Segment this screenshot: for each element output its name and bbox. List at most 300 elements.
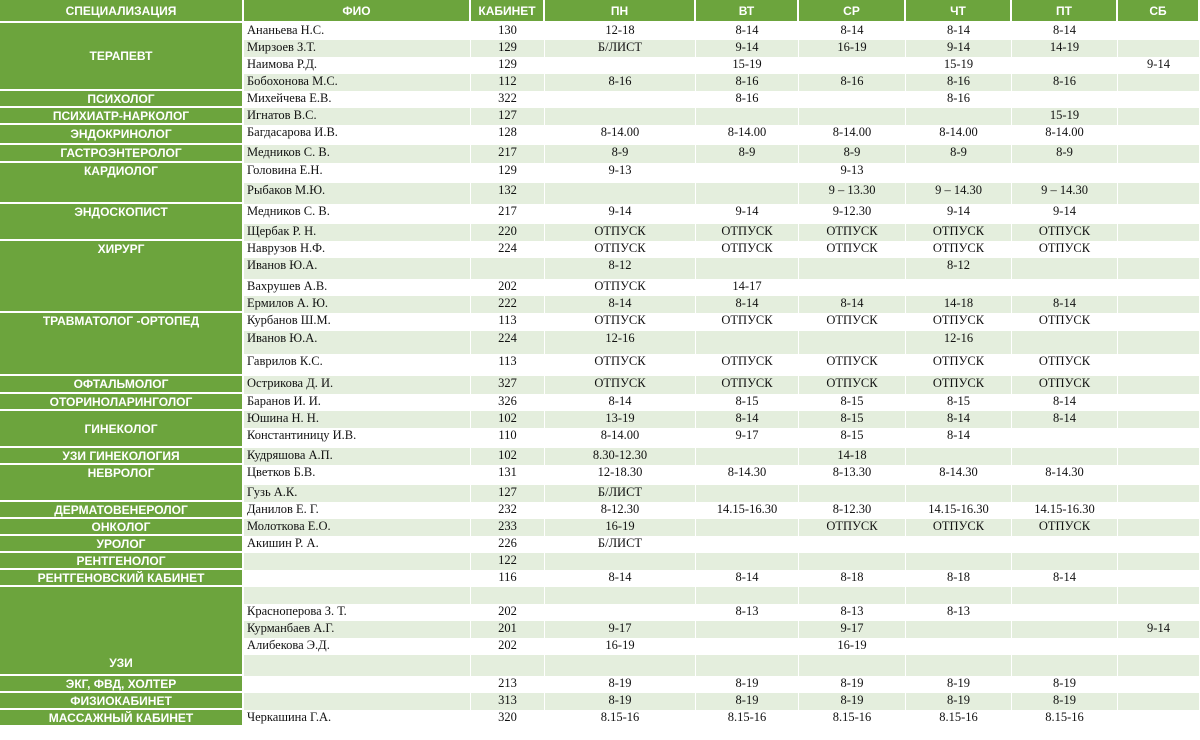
hours-wed (799, 655, 906, 676)
doctor-name: Черкашина Г.А. (244, 710, 471, 727)
doctor-name: Алибекова Э.Д. (244, 638, 471, 655)
hours-tue (696, 587, 799, 604)
hours-tue (696, 258, 799, 279)
hours-sat (1118, 224, 1200, 241)
hours-tue: 8-14.30 (696, 465, 799, 485)
hours-mon (545, 183, 696, 204)
hours-fri: 8-14 (1012, 411, 1118, 428)
hours-wed: 8-13.30 (799, 465, 906, 485)
doctor-name: Юшина Н. Н. (244, 411, 471, 428)
hours-thu (906, 108, 1012, 125)
hours-thu: ОТПУСК (906, 241, 1012, 258)
room-number: 202 (471, 279, 545, 296)
hours-fri (1012, 163, 1118, 183)
doctor-name (244, 587, 471, 604)
hours-wed: ОТПУСК (799, 241, 906, 258)
hours-mon: 12-16 (545, 331, 696, 354)
hours-fri: 8-19 (1012, 693, 1118, 710)
hours-thu: 8-9 (906, 145, 1012, 163)
hours-wed: 8-18 (799, 570, 906, 587)
hours-fri: ОТПУСК (1012, 241, 1118, 258)
doctor-name (244, 553, 471, 570)
hours-sat (1118, 108, 1200, 125)
hours-mon (545, 655, 696, 676)
doctor-name: Наимова Р.Д. (244, 57, 471, 74)
hours-sat: 9-14 (1118, 57, 1200, 74)
hours-sat (1118, 376, 1200, 394)
hours-tue (696, 519, 799, 536)
hours-sat (1118, 74, 1200, 91)
hours-sat (1118, 23, 1200, 40)
hours-thu: 8-14 (906, 23, 1012, 40)
specialty-label: УРОЛОГ (0, 536, 244, 553)
specialty-label: МАССАЖНЫЙ КАБИНЕТ (0, 710, 244, 727)
hours-fri: ОТПУСК (1012, 313, 1118, 331)
hours-mon: 9-17 (545, 621, 696, 638)
hours-wed: 8-19 (799, 693, 906, 710)
hours-wed (799, 331, 906, 354)
hours-sat (1118, 587, 1200, 604)
hours-wed: ОТПУСК (799, 376, 906, 394)
hours-wed: 9-12.30 (799, 204, 906, 224)
hours-tue (696, 638, 799, 655)
doctor-name (244, 693, 471, 710)
hours-wed (799, 91, 906, 108)
hours-sat (1118, 354, 1200, 376)
room-number: 131 (471, 465, 545, 485)
hours-thu (906, 638, 1012, 655)
hours-thu (906, 448, 1012, 465)
hours-sat (1118, 676, 1200, 693)
hours-fri: ОТПУСК (1012, 519, 1118, 536)
hours-fri (1012, 536, 1118, 553)
specialty-label: РЕНТГЕНОВСКИЙ КАБИНЕТ (0, 570, 244, 587)
hours-wed: 9-17 (799, 621, 906, 638)
hours-sat (1118, 553, 1200, 570)
doctor-name (244, 655, 471, 676)
hours-wed: 8-15 (799, 394, 906, 411)
hours-sat (1118, 163, 1200, 183)
hours-thu: 9-14 (906, 40, 1012, 57)
room-number: 232 (471, 502, 545, 519)
hours-tue: 8-19 (696, 676, 799, 693)
hours-thu: 8-18 (906, 570, 1012, 587)
hours-mon: Б/ЛИСТ (545, 485, 696, 502)
hours-thu (906, 553, 1012, 570)
specialty-label: ОТОРИНОЛАРИНГОЛОГ (0, 394, 244, 411)
room-number (471, 655, 545, 676)
room-number: 313 (471, 693, 545, 710)
hours-sat (1118, 604, 1200, 621)
hours-mon: 8-9 (545, 145, 696, 163)
doctor-name: Ананьева Н.С. (244, 23, 471, 40)
specialty-label: УЗИ (0, 587, 244, 676)
room-number: 129 (471, 57, 545, 74)
specialty-label: РЕНТГЕНОЛОГ (0, 553, 244, 570)
hours-thu (906, 587, 1012, 604)
hours-tue (696, 536, 799, 553)
hours-thu (906, 621, 1012, 638)
room-number: 122 (471, 553, 545, 570)
hours-fri (1012, 621, 1118, 638)
hours-tue (696, 331, 799, 354)
header-tue: ВТ (696, 0, 799, 23)
hours-sat (1118, 183, 1200, 204)
hours-wed (799, 258, 906, 279)
hours-sat (1118, 241, 1200, 258)
hours-tue: 8-14 (696, 411, 799, 428)
hours-wed: 9 – 13.30 (799, 183, 906, 204)
specialty-label: ЭКГ, ФВД, ХОЛТЕР (0, 676, 244, 693)
room-number: 233 (471, 519, 545, 536)
hours-fri (1012, 553, 1118, 570)
room-number: 130 (471, 23, 545, 40)
hours-mon: 8-14.00 (545, 125, 696, 145)
room-number: 224 (471, 241, 545, 258)
hours-sat (1118, 394, 1200, 411)
hours-wed (799, 485, 906, 502)
hours-fri: 15-19 (1012, 108, 1118, 125)
hours-thu: 8.15-16 (906, 710, 1012, 727)
hours-wed: 8-15 (799, 428, 906, 448)
room-number: 327 (471, 376, 545, 394)
doctor-name: Медников С. В. (244, 204, 471, 224)
hours-mon (545, 91, 696, 108)
specialty-label: ФИЗИОКАБИНЕТ (0, 693, 244, 710)
hours-sat (1118, 638, 1200, 655)
hours-mon (545, 587, 696, 604)
room-number: 202 (471, 638, 545, 655)
hours-thu: 14.15-16.30 (906, 502, 1012, 519)
doctor-name: Щербак Р. Н. (244, 224, 471, 241)
doctor-name: Острикова Д. И. (244, 376, 471, 394)
hours-tue (696, 485, 799, 502)
header-room: КАБИНЕТ (471, 0, 545, 23)
hours-wed (799, 108, 906, 125)
hours-tue: ОТПУСК (696, 376, 799, 394)
doctor-name: Красноперова З. Т. (244, 604, 471, 621)
hours-sat (1118, 313, 1200, 331)
hours-mon: 8-14 (545, 394, 696, 411)
hours-sat (1118, 710, 1200, 727)
hours-fri (1012, 57, 1118, 74)
doctor-name: Молоткова Е.О. (244, 519, 471, 536)
hours-mon: 8-14.00 (545, 428, 696, 448)
hours-wed: 8-14 (799, 23, 906, 40)
hours-mon: 9-14 (545, 204, 696, 224)
hours-sat (1118, 428, 1200, 448)
hours-tue: 9-17 (696, 428, 799, 448)
hours-sat (1118, 570, 1200, 587)
hours-tue: 8-14 (696, 296, 799, 313)
doctor-name: Цветков Б.В. (244, 465, 471, 485)
hours-fri: 8-14 (1012, 23, 1118, 40)
room-number: 102 (471, 411, 545, 428)
hours-mon (545, 604, 696, 621)
room-number: 202 (471, 604, 545, 621)
hours-thu: 8-14 (906, 428, 1012, 448)
hours-sat (1118, 279, 1200, 296)
hours-sat (1118, 485, 1200, 502)
hours-wed: 8-15 (799, 411, 906, 428)
hours-wed: 8.15-16 (799, 710, 906, 727)
hours-sat (1118, 331, 1200, 354)
hours-sat (1118, 296, 1200, 313)
hours-fri: ОТПУСК (1012, 354, 1118, 376)
hours-wed: 14-18 (799, 448, 906, 465)
doctor-name: Гузь А.К. (244, 485, 471, 502)
room-number: 226 (471, 536, 545, 553)
hours-sat (1118, 693, 1200, 710)
hours-mon: 8.15-16 (545, 710, 696, 727)
hours-wed: 8-16 (799, 74, 906, 91)
room-number (471, 587, 545, 604)
hours-fri: 8-14 (1012, 570, 1118, 587)
hours-fri (1012, 91, 1118, 108)
specialty-label: ПСИХОЛОГ (0, 91, 244, 108)
doctor-name: Иванов Ю.А. (244, 258, 471, 279)
hours-thu: 14-18 (906, 296, 1012, 313)
hours-tue: 9-14 (696, 40, 799, 57)
hours-wed (799, 57, 906, 74)
hours-wed: 8-19 (799, 676, 906, 693)
hours-tue: 15-19 (696, 57, 799, 74)
doctor-name: Игнатов В.С. (244, 108, 471, 125)
specialty-label: ГИНЕКОЛОГ (0, 411, 244, 448)
hours-mon: 12-18.30 (545, 465, 696, 485)
doctor-name: Рыбаков М.Ю. (244, 183, 471, 204)
hours-thu (906, 655, 1012, 676)
room-number: 116 (471, 570, 545, 587)
hours-mon (545, 553, 696, 570)
hours-thu: ОТПУСК (906, 313, 1012, 331)
hours-fri (1012, 655, 1118, 676)
hours-tue: 8-14 (696, 570, 799, 587)
hours-thu: 8-14.00 (906, 125, 1012, 145)
doctor-name (244, 676, 471, 693)
hours-fri: 8-9 (1012, 145, 1118, 163)
doctor-name: Михейчева Е.В. (244, 91, 471, 108)
hours-tue: 8-9 (696, 145, 799, 163)
doctor-name: Наврузов Н.Ф. (244, 241, 471, 258)
hours-mon: ОТПУСК (545, 241, 696, 258)
hours-thu: 8-12 (906, 258, 1012, 279)
hours-sat (1118, 536, 1200, 553)
room-number: 127 (471, 108, 545, 125)
specialty-label: ГАСТРОЭНТЕРОЛОГ (0, 145, 244, 163)
hours-mon (545, 108, 696, 125)
hours-tue (696, 108, 799, 125)
hours-fri: 8-16 (1012, 74, 1118, 91)
hours-fri: 8-14 (1012, 296, 1118, 313)
doctor-name: Бобохонова М.С. (244, 74, 471, 91)
specialty-label: ХИРУРГ (0, 241, 244, 313)
doctor-name: Курбанов Ш.М. (244, 313, 471, 331)
hours-mon: Б/ЛИСТ (545, 40, 696, 57)
hours-tue: 14.15-16.30 (696, 502, 799, 519)
specialty-label: ЭНДОКРИНОЛОГ (0, 125, 244, 145)
header-thu: ЧТ (906, 0, 1012, 23)
room-number: 220 (471, 224, 545, 241)
specialty-label: ПСИХИАТР-НАРКОЛОГ (0, 108, 244, 125)
hours-fri (1012, 638, 1118, 655)
hours-wed: ОТПУСК (799, 519, 906, 536)
hours-thu: 8-15 (906, 394, 1012, 411)
hours-tue: ОТПУСК (696, 241, 799, 258)
hours-thu: 8-13 (906, 604, 1012, 621)
specialty-label: ТРАВМАТОЛОГ -ОРТОПЕД (0, 313, 244, 376)
doctor-name: Мирзоев З.Т. (244, 40, 471, 57)
doctor-name: Данилов Е. Г. (244, 502, 471, 519)
hours-tue: 8-13 (696, 604, 799, 621)
doctor-name: Медников С. В. (244, 145, 471, 163)
hours-tue (696, 163, 799, 183)
hours-fri: 14-19 (1012, 40, 1118, 57)
header-sat: СБ (1118, 0, 1200, 23)
hours-fri (1012, 604, 1118, 621)
doctor-name: Кудряшова А.П. (244, 448, 471, 465)
hours-fri (1012, 485, 1118, 502)
hours-wed (799, 536, 906, 553)
hours-sat (1118, 502, 1200, 519)
hours-fri: 8-14.00 (1012, 125, 1118, 145)
header-wed: СР (799, 0, 906, 23)
hours-sat (1118, 40, 1200, 57)
room-number: 217 (471, 145, 545, 163)
hours-mon: 8-12 (545, 258, 696, 279)
room-number: 201 (471, 621, 545, 638)
hours-fri (1012, 428, 1118, 448)
hours-thu: 8-14.30 (906, 465, 1012, 485)
hours-mon: 8-16 (545, 74, 696, 91)
hours-wed (799, 587, 906, 604)
doctor-name: Константиницу И.В. (244, 428, 471, 448)
hours-sat (1118, 655, 1200, 676)
hours-fri (1012, 448, 1118, 465)
hours-fri (1012, 587, 1118, 604)
hours-mon: 8-19 (545, 693, 696, 710)
hours-fri (1012, 331, 1118, 354)
specialty-label: ОФТАЛЬМОЛОГ (0, 376, 244, 394)
specialty-label: НЕВРОЛОГ (0, 465, 244, 502)
hours-fri: 9 – 14.30 (1012, 183, 1118, 204)
hours-fri: ОТПУСК (1012, 224, 1118, 241)
hours-tue (696, 183, 799, 204)
hours-fri: ОТПУСК (1012, 376, 1118, 394)
doctor-name (244, 570, 471, 587)
hours-wed: 16-19 (799, 40, 906, 57)
hours-wed: 8-14.00 (799, 125, 906, 145)
hours-sat (1118, 465, 1200, 485)
hours-mon: ОТПУСК (545, 279, 696, 296)
hours-fri: 14.15-16.30 (1012, 502, 1118, 519)
hours-wed: ОТПУСК (799, 354, 906, 376)
room-number: 322 (471, 91, 545, 108)
hours-fri: 8.15-16 (1012, 710, 1118, 727)
hours-fri: 8-19 (1012, 676, 1118, 693)
doctor-name: Акишин Р. А. (244, 536, 471, 553)
hours-wed: 8-12.30 (799, 502, 906, 519)
room-number: 112 (471, 74, 545, 91)
specialty-label: ОНКОЛОГ (0, 519, 244, 536)
hours-sat (1118, 125, 1200, 145)
hours-fri: 9-14 (1012, 204, 1118, 224)
specialty-label: ЭНДОСКОПИСТ (0, 204, 244, 241)
hours-mon: ОТПУСК (545, 224, 696, 241)
hours-wed: ОТПУСК (799, 224, 906, 241)
header-fri: ПТ (1012, 0, 1118, 23)
hours-thu: 15-19 (906, 57, 1012, 74)
room-number: 222 (471, 296, 545, 313)
room-number: 102 (471, 448, 545, 465)
hours-thu: ОТПУСК (906, 376, 1012, 394)
hours-sat (1118, 204, 1200, 224)
room-number: 110 (471, 428, 545, 448)
room-number: 213 (471, 676, 545, 693)
hours-mon: 16-19 (545, 519, 696, 536)
hours-sat (1118, 411, 1200, 428)
header-mon: ПН (545, 0, 696, 23)
hours-mon: 12-18 (545, 23, 696, 40)
hours-sat (1118, 145, 1200, 163)
hours-sat: 9-14 (1118, 621, 1200, 638)
hours-thu: 9 – 14.30 (906, 183, 1012, 204)
hours-tue (696, 655, 799, 676)
hours-mon: 9-13 (545, 163, 696, 183)
specialty-label: ДЕРМАТОВЕНЕРОЛОГ (0, 502, 244, 519)
hours-tue: ОТПУСК (696, 354, 799, 376)
hours-tue: 8-19 (696, 693, 799, 710)
room-number: 320 (471, 710, 545, 727)
hours-thu (906, 485, 1012, 502)
hours-mon: 8-14 (545, 570, 696, 587)
hours-sat (1118, 448, 1200, 465)
header-specialization: СПЕЦИАЛИЗАЦИЯ (0, 0, 244, 23)
hours-thu (906, 536, 1012, 553)
hours-mon: ОТПУСК (545, 376, 696, 394)
doctor-name: Курманбаев А.Г. (244, 621, 471, 638)
hours-mon: 16-19 (545, 638, 696, 655)
hours-tue: 14-17 (696, 279, 799, 296)
hours-tue: 8-15 (696, 394, 799, 411)
room-number: 127 (471, 485, 545, 502)
hours-mon (545, 57, 696, 74)
hours-thu: ОТПУСК (906, 224, 1012, 241)
hours-thu: 8-16 (906, 91, 1012, 108)
room-number: 224 (471, 331, 545, 354)
room-number: 128 (471, 125, 545, 145)
room-number: 113 (471, 313, 545, 331)
hours-sat (1118, 91, 1200, 108)
doctor-name: Вахрушев А.В. (244, 279, 471, 296)
hours-mon: 8-14 (545, 296, 696, 313)
hours-wed: ОТПУСК (799, 313, 906, 331)
hours-thu: 8-19 (906, 676, 1012, 693)
hours-tue (696, 448, 799, 465)
room-number: 326 (471, 394, 545, 411)
hours-sat (1118, 258, 1200, 279)
hours-wed: 8-14 (799, 296, 906, 313)
hours-thu: 8-16 (906, 74, 1012, 91)
doctor-name: Иванов Ю.А. (244, 331, 471, 354)
hours-wed (799, 553, 906, 570)
hours-fri: 8-14.30 (1012, 465, 1118, 485)
hours-mon: 8.30-12.30 (545, 448, 696, 465)
hours-tue: 8-16 (696, 91, 799, 108)
hours-tue: ОТПУСК (696, 313, 799, 331)
hours-tue: 8-16 (696, 74, 799, 91)
hours-fri (1012, 258, 1118, 279)
